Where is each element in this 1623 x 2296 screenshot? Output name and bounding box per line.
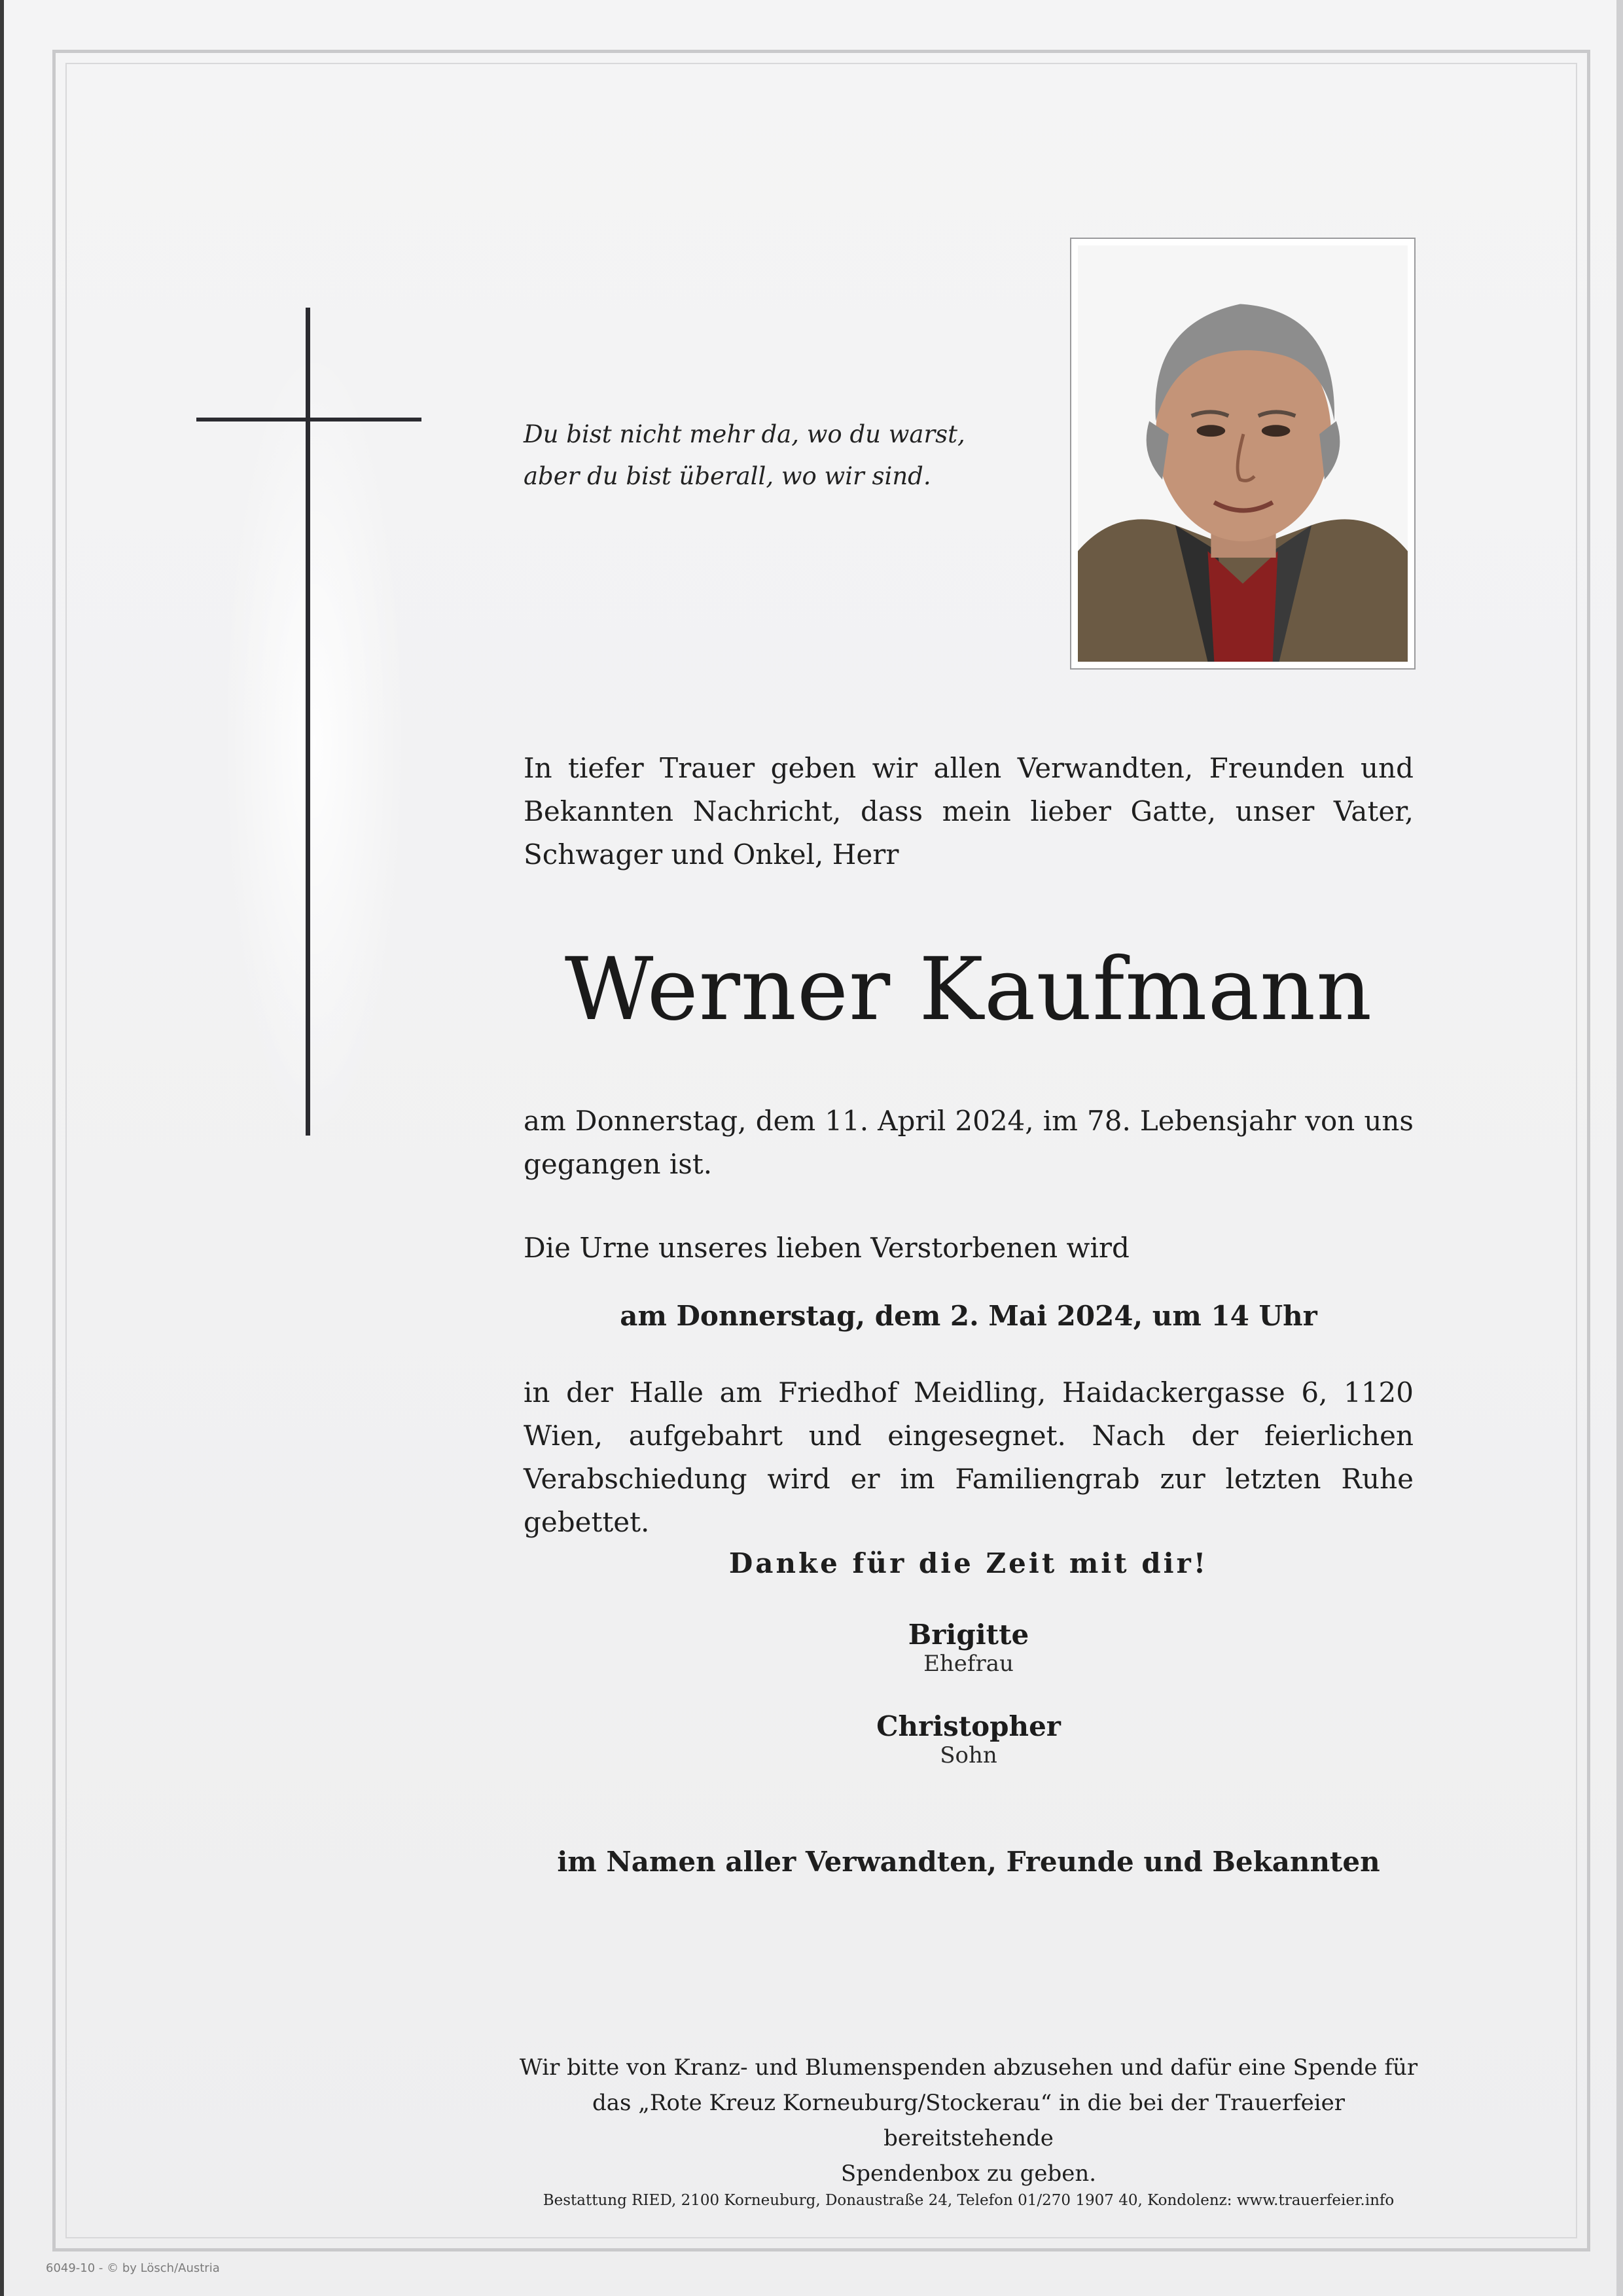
donation-line-2: das „Rote Kreuz Korneuburg/Stockerau“ in die bei der Trauerfeier bereitstehende bbox=[592, 2090, 1346, 2151]
death-notice: am Donnerstag, dem 11. April 2024, im 78. Lebensjahr von uns gegangen ist. bbox=[524, 1105, 1414, 1180]
ceremony-place: in der Halle am Friedhof Meidling, Haidackergasse 6, 1120 Wien, aufgebahrt und eingesegnet. Nach der feierlichen Verabschiedung wird er im Familiengrab zur letzten Ruhe gebettet. bbox=[524, 1376, 1414, 1538]
urne-line: Die Urne unseres lieben Verstorbenen wird bbox=[524, 1232, 1130, 1264]
quote-line-1: Du bist nicht mehr da, wo du warst, bbox=[524, 420, 965, 448]
portrait-photo-frame bbox=[1070, 238, 1416, 670]
donation-line-3: Spendenbox zu geben. bbox=[840, 2161, 1097, 2187]
donation-line-1: Wir bitte von Kranz- und Blumenspenden abzusehen und dafür eine Spende für bbox=[519, 2054, 1418, 2081]
cross-icon bbox=[306, 308, 310, 1136]
scan-edge-left bbox=[0, 0, 4, 2296]
scan-edge-right bbox=[1616, 0, 1623, 2296]
intro-paragraph: In tiefer Trauer geben wir allen Verwandten, Freunden und Bekannten Nachricht, dass mein lieber Gatte, unser Vater, Schwager und Onkel, Herr bbox=[524, 752, 1414, 870]
portrait-photo-icon bbox=[1078, 245, 1408, 662]
deceased-name: Werner Kaufmann bbox=[564, 939, 1373, 1040]
signatory-name: Brigitte bbox=[908, 1619, 1029, 1651]
thanks-line: Danke für die Zeit mit dir! bbox=[728, 1547, 1209, 1579]
signatory-name: Christopher bbox=[876, 1710, 1061, 1742]
memorial-quote bbox=[524, 414, 1021, 497]
ceremony-date: am Donnerstag, dem 2. Mai 2024, um 14 Uhr bbox=[620, 1300, 1317, 1332]
donation-request bbox=[517, 2050, 1420, 2191]
funeral-home-footer: Bestattung RIED, 2100 Korneuburg, Donaustraße 24, Telefon 01/270 1907 40, Kondolenz: www.trauerfeier.info bbox=[543, 2192, 1395, 2209]
cross-icon-bar bbox=[196, 418, 421, 422]
print-code: 6049-10 - © by Lösch/Austria bbox=[46, 2261, 220, 2275]
portrait-photo bbox=[1078, 245, 1408, 662]
signatory-role: Sohn bbox=[940, 1742, 997, 1768]
on-behalf-line: im Namen aller Verwandten, Freunde und Bekannten bbox=[557, 1846, 1380, 1878]
cross-shadow bbox=[223, 340, 406, 1145]
signatory-role: Ehefrau bbox=[923, 1651, 1014, 1677]
quote-line-2: aber du bist überall, wo wir sind. bbox=[524, 462, 931, 490]
